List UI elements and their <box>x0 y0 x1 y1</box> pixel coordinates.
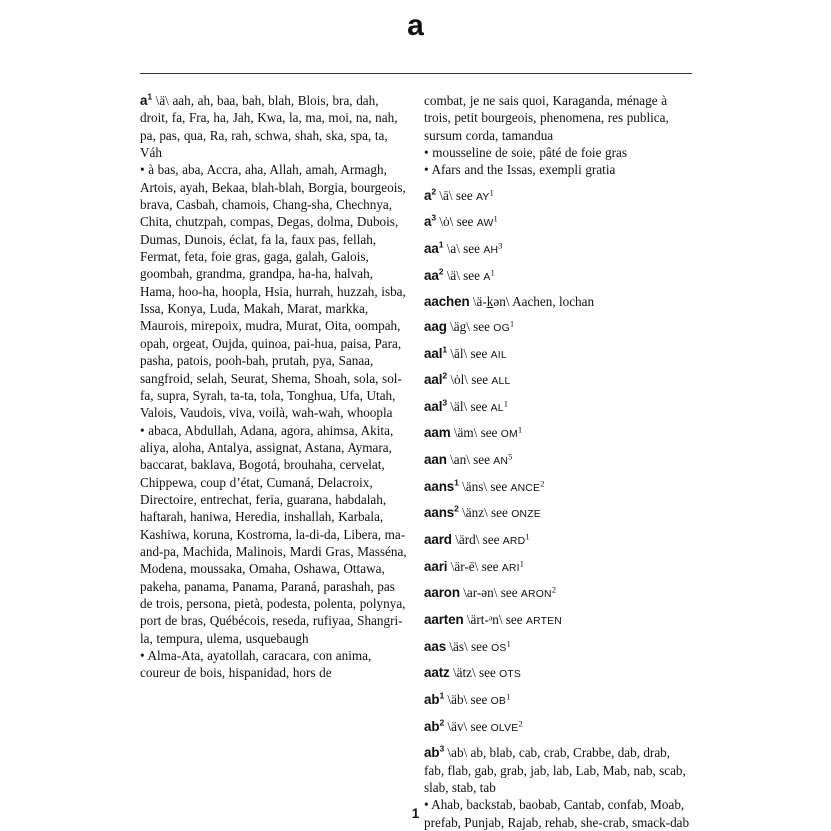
entry-row <box>424 611 692 630</box>
see-label: see <box>455 187 473 203</box>
see-label: see <box>473 318 490 334</box>
cross-reference-link[interactable]: ALL <box>491 376 511 388</box>
cross-reference-superscript: 1 <box>506 638 511 649</box>
rhyme-list-4-start: • Alma-Ata, ayatollah, caracara, con anima, coureur de bois, hispanidad, hors de <box>140 648 372 681</box>
pronunciation: \ä-kən\ <box>472 294 510 310</box>
headword: aal$^1$ <box>424 344 448 361</box>
headword-superscript: 2 <box>431 186 437 197</box>
headword-superscript: 3 <box>431 212 437 223</box>
see-label: see <box>505 611 523 627</box>
entry-row <box>424 371 692 390</box>
pronunciation: \ätz\ <box>452 665 476 681</box>
pronunciation: \ä\ <box>446 267 460 283</box>
cross-reference-superscript: 1 <box>503 398 509 409</box>
left-column <box>140 92 408 802</box>
headword-superscript: 1 <box>147 91 153 102</box>
rhyme-list-5: • mousseline de soie, pâté de foie gras <box>424 145 628 161</box>
entry-row <box>424 240 692 259</box>
headword: $a^3$ <box>424 212 437 230</box>
pronunciation: \äl\ <box>450 398 468 414</box>
pronunciation: \ȯ\ <box>439 214 454 230</box>
headword: aari <box>424 558 448 574</box>
entry-row <box>424 478 692 497</box>
headword: aag <box>424 318 447 334</box>
rhyme-list-ab3: ab, blab, cab, crab, Crabbe, dab, drab, fab, flab, gab, grab, jab, lab, Lab, Mab, nab, scab, slab, stab, tab <box>424 745 686 795</box>
page-number: 1 <box>411 806 420 821</box>
headword-superscript: 1 <box>438 239 444 250</box>
headword: aatz <box>424 665 450 681</box>
cross-reference-superscript: 1 <box>509 318 515 329</box>
pronunciation: \ärd\ <box>455 532 480 548</box>
pronunciation: \āl\ <box>450 345 468 361</box>
see-label: see <box>491 505 508 521</box>
pronunciation: \äns\ <box>462 478 488 494</box>
cross-reference-superscript: 1 <box>489 187 494 198</box>
see-label: see <box>470 691 488 707</box>
see-label: see <box>500 585 518 601</box>
pronunciation: \änz\ <box>462 505 488 521</box>
headword: aal$^3$ <box>424 397 448 414</box>
entry-row <box>424 187 692 206</box>
entry-list <box>424 187 692 737</box>
headword: $ab^1$ <box>424 690 445 707</box>
entry-row <box>424 213 692 232</box>
headword: aaron <box>424 585 460 601</box>
entry-row <box>424 664 692 683</box>
see-label: see <box>490 478 508 494</box>
cross-reference-link[interactable]: ARTEN <box>525 615 562 627</box>
cross-reference-superscript: 3 <box>498 240 503 251</box>
headword-superscript: 2 <box>442 370 448 381</box>
cross-reference-link[interactable]: $AW^1$ <box>476 213 498 230</box>
entry-row <box>424 558 692 577</box>
headword: aans$^2$ <box>424 503 459 521</box>
cross-reference-superscript: 1 <box>525 531 530 542</box>
cross-reference-link[interactable]: $OB^1$ <box>490 691 511 707</box>
entry-row <box>424 424 692 443</box>
cross-reference-link[interactable]: $AH^3$ <box>483 240 503 256</box>
cross-reference-superscript: 2 <box>518 718 523 729</box>
rhyme-list-6: • Afars and the Issas, exempli gratia <box>424 162 616 178</box>
cross-reference-superscript: 2 <box>551 584 556 595</box>
headword: $a^2$ <box>424 186 437 203</box>
see-label: see <box>481 558 499 574</box>
cross-reference-link[interactable]: AIL <box>490 349 507 361</box>
see-label: see <box>456 214 474 230</box>
headword: $aa^2$ <box>424 266 444 283</box>
headword: $aa^1$ <box>424 239 444 256</box>
cross-reference-link[interactable]: $A^1$ <box>483 267 495 283</box>
cross-reference-link[interactable]: ARD$^1$ <box>502 531 530 548</box>
see-label: see <box>473 452 490 468</box>
headword: aal$^2$ <box>424 370 448 388</box>
pronunciation: \äb\ <box>447 691 468 707</box>
see-label: see <box>470 638 488 654</box>
headword: aas <box>424 638 447 654</box>
rhyme-list-4-continuation: combat, je ne sais quoi, Karaganda, ménage à trois, petit bourgeois, phenomena, res publica, sursum corda, tamandua <box>424 93 669 143</box>
headword-ab3: $ab^3$ <box>424 743 445 761</box>
rhyme-list-ab3-bullet2: • Ahab, backstab, baobab, Cantab, confab, Moab, prefab, Punjab, Rajab, rehab, she-crab, smack-dab <box>424 797 690 830</box>
entry-row <box>424 504 692 523</box>
headword: aachen <box>424 294 470 310</box>
cross-reference-link[interactable]: ARON$^2$ <box>520 584 556 601</box>
gloss: Aachen, lochan <box>512 294 595 310</box>
cross-reference-link[interactable]: $AY^1$ <box>475 187 494 203</box>
right-column <box>424 92 692 830</box>
headword-superscript: 2 <box>439 717 445 728</box>
cross-reference-superscript: 1 <box>490 267 495 278</box>
cross-reference-superscript: 5 <box>508 451 513 462</box>
cross-reference-link[interactable]: OLVE$^2$ <box>490 718 523 734</box>
headword-superscript: 1 <box>439 690 445 701</box>
pronunciation: \äg\ <box>450 318 470 334</box>
entry-row <box>424 398 692 417</box>
entry-row <box>424 267 692 286</box>
cross-reference-link[interactable]: $OM^1$ <box>500 425 523 441</box>
cross-reference-superscript: 1 <box>506 691 511 702</box>
cross-reference-link[interactable]: ONZE <box>511 509 541 521</box>
see-label: see <box>471 372 489 388</box>
cross-reference-superscript: 1 <box>493 213 498 224</box>
see-label: see <box>482 532 500 548</box>
two-column-body <box>140 91 693 830</box>
entry-row <box>424 318 692 337</box>
pronunciation: \ā\ <box>439 187 453 203</box>
see-label: see <box>463 241 481 256</box>
pronunciation: \a\ <box>446 241 460 256</box>
entry-row <box>424 638 692 657</box>
see-label: see <box>463 267 481 283</box>
pronunciation: \ȯl\ <box>450 372 468 388</box>
headword-superscript: 1 <box>454 477 459 488</box>
entry-row <box>424 293 692 310</box>
rhyme-list-1: aah, ah, baa, bah, blah, Blois, bra, dah, droit, fa, Fra, ha, Jah, Kwa, la, ma, moi, na, nah, pa, pas, qua, Ra, rah, schwa, shah, ska, spa, ta, Váh <box>140 93 398 161</box>
headword: aan <box>424 452 447 468</box>
pronunciation: \ärt-ᵊn\ <box>466 611 503 627</box>
pronunciation: \är-ē\ <box>450 558 479 574</box>
pronunciation: \äv\ <box>447 718 468 734</box>
headword-superscript: 1 <box>442 344 448 355</box>
entry-ab3 <box>424 744 692 796</box>
entry-row <box>424 584 692 603</box>
see-label: see <box>478 665 496 681</box>
cross-reference-link[interactable]: $OG^1$ <box>493 318 515 334</box>
cross-reference-superscript: 1 <box>519 558 524 569</box>
pronunciation: \äm\ <box>453 425 478 441</box>
pronunciation: \äs\ <box>449 638 468 654</box>
cross-reference-link[interactable]: ARI$^1$ <box>501 558 524 574</box>
see-label: see <box>470 398 488 414</box>
headword: aans$^1$ <box>424 477 459 494</box>
see-label: see <box>470 718 488 734</box>
headword: $ab^2$ <box>424 717 445 734</box>
entry-row <box>424 345 692 364</box>
headword: aam <box>424 425 451 441</box>
pronunciation: \an\ <box>450 452 470 468</box>
rhyme-list-3: • abaca, Abdullah, Adana, agora, ahimsa, Akita, aliya, aloha, Antalya, assignat, Astana, Aymara, baccarat, baklava, Bogotá, brouhaha, cervelat, Chippewa, coup d’état, Cumaná, Delacroix, Directoire, entrechat, feria, guarana, habdalah, haftarah, haniwa, Heredia, inshallah, Karbala, Kashiwa, koruna, Kostroma, la-di-da, Libera, ma-and-pa, Machida, Malinois, Mardi Gras, Masséna, Modena, moussaka, Omaha, Oshawa, Ottawa, pakeha, panama, Panama, Paraná, parashah, pas de trois, persona, pietà, podesta, polenta, polynya, port de bras, Québécois, reseda, rufiyaa, Shangri-la, tempura, ulema, usquebaugh <box>140 422 407 646</box>
headword-superscript: 2 <box>454 503 459 514</box>
cross-reference-link[interactable]: ANCE$^2$ <box>510 478 545 494</box>
entry-row <box>424 451 692 470</box>
running-head: a <box>407 9 424 42</box>
rhyme-list-2: • à bas, aba, Accra, aha, Allah, amah, Armagh, Artois, ayah, Bekaa, blah-blah, Borgia, bourgeois, brava, Casbah, chamois, Chang-sha, Chechnya, Chita, chutzpah, compas, Degas, dolma, Dubois, Dumas, Dunois, éclat, fa la, faux pas, fellah, Fermat, feta, foie gras, gaga, galah, Galois, goombah, grandma, grandpa, ha-ha, halvah, Hama, hoo-ha, hoopla, Hsia, hurrah, huzzah, isba, Issa, Konya, Luda, Makah, Marat, markka, Maurois, mirepoix, mudra, Murat, Oita, oompah, opah, orgeat, Oujda, quinoa, pai-hua, paisa, Para, pasha, patois, pooh-bah, prutah, pya, Sanaa, sangfroid, selah, Seurat, Shema, Shoah, sola, sol-fa, supra, Syrah, ta-ta, tola, Tonghua, Ufa, Utah, Valois, Vaudois, viva, voilà, wah-wah, whoopla <box>140 162 406 421</box>
header-divider-rule <box>140 73 692 74</box>
headword: aard <box>424 532 452 548</box>
headword: aarten <box>424 611 464 627</box>
see-label: see <box>470 345 488 361</box>
cross-reference-link[interactable]: $OS^1$ <box>491 638 511 654</box>
headword-superscript: 2 <box>438 266 444 277</box>
cross-reference-link[interactable]: OTS <box>499 669 522 681</box>
see-label: see <box>480 425 498 441</box>
entry-row <box>424 718 692 737</box>
cross-reference-link[interactable]: $AL^1$ <box>490 398 509 414</box>
cross-reference-link[interactable]: $AN^5$ <box>493 451 513 468</box>
entry-row <box>424 531 692 550</box>
pronunciation: \ä\ <box>155 93 169 108</box>
headword-superscript: 3 <box>442 397 448 408</box>
entry-row <box>424 691 692 710</box>
cross-reference-superscript: 1 <box>517 425 523 436</box>
headword-superscript: 3 <box>439 743 445 754</box>
pronunciation: \ab\ <box>447 745 468 761</box>
entry-a1 <box>140 92 408 161</box>
cross-reference-superscript: 2 <box>540 478 545 489</box>
headword-a1: $a^1$ <box>140 91 153 108</box>
pronunciation: \ar-ən\ <box>463 585 498 601</box>
